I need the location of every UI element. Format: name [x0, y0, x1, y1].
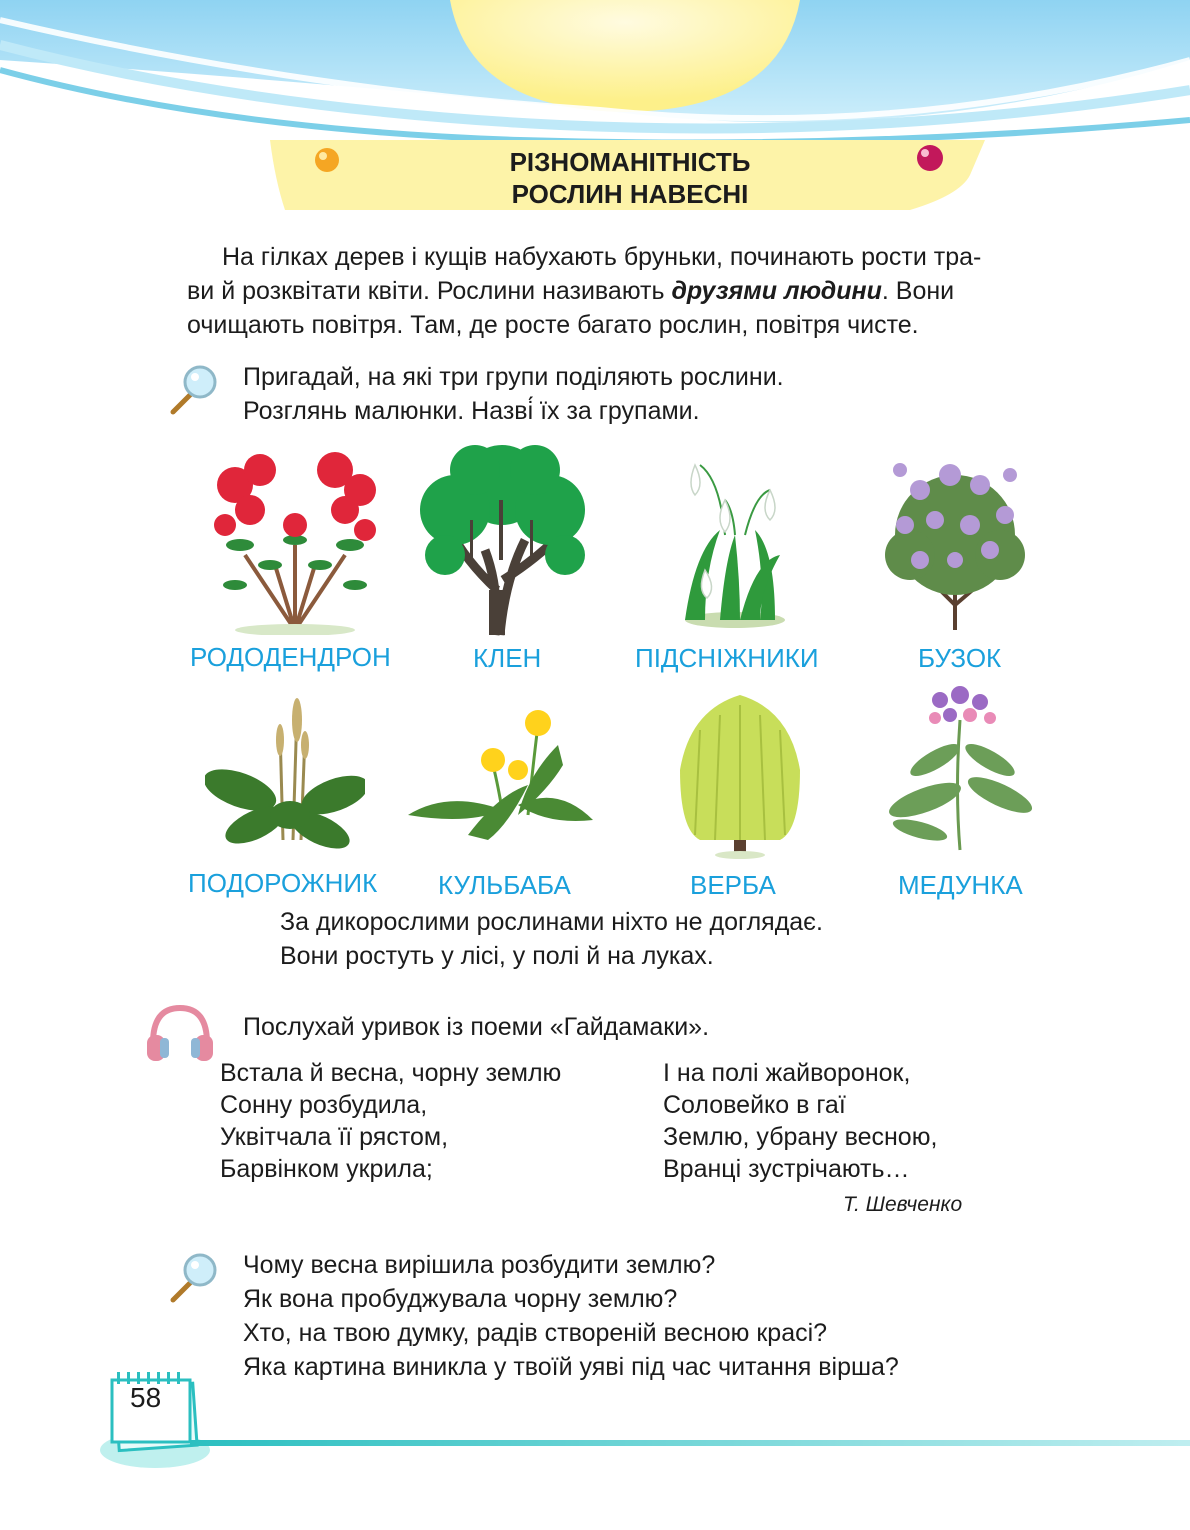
questions-list	[243, 1248, 899, 1384]
wild-note-line-1: За дикорослими рослинами ніхто не доглядає.	[280, 908, 823, 936]
task-line-2: Розглянь малюнки. Назві́ їх за групами.	[243, 397, 700, 425]
dandelion-icon	[408, 705, 593, 845]
poem-stanza-left	[220, 1057, 561, 1185]
plant-label-lilac: БУЗОК	[918, 643, 1002, 673]
plant-label-rhododendron: РОДОДЕНДРОН	[190, 642, 391, 672]
bottom-rule	[190, 1440, 1190, 1446]
poem-line: Землю, убрану весною,	[663, 1123, 938, 1151]
intro-line-3: очищають повітря. Там, де росте багато рослин, повітря чисте.	[187, 311, 919, 339]
question-item: Яка картина виникла у твоїй уяві під час читання вірша?	[243, 1353, 899, 1381]
headphones-icon	[143, 1003, 218, 1065]
question-item: Як вона пробуджувала чорну землю?	[243, 1285, 678, 1313]
plant-label-lungwort: МЕДУНКА	[898, 870, 1023, 900]
magnifier-icon	[165, 362, 220, 417]
poem-line: Встала й весна, чорну землю	[220, 1059, 562, 1087]
page-number-badge	[95, 1360, 215, 1470]
plant-label-snowdrops: ПІДСНІЖНИКИ	[635, 643, 819, 673]
poem-line: Уквітчала її рястом,	[220, 1123, 449, 1151]
lungwort-icon	[885, 680, 1035, 855]
intro-emphasis: друзями людини	[671, 277, 882, 305]
poem-author: Т. Шевченко	[843, 1193, 963, 1216]
poem-line: Вранці зустрічають…	[663, 1155, 910, 1183]
intro-line-2: ви й розквітати квіти. Рослини називають	[187, 277, 672, 305]
task-line-1: Пригадай, на які три групи поділяють рослини.	[243, 363, 784, 391]
intro-paragraph	[187, 240, 1067, 342]
poem-stanza-right	[663, 1057, 937, 1185]
task-remember	[243, 360, 784, 428]
poem-line: Барвінком укрила;	[220, 1155, 433, 1183]
lilac-bush-icon	[880, 445, 1030, 635]
wild-plants-note	[280, 905, 823, 973]
snowdrops-icon	[665, 440, 805, 630]
plant-label-maple: КЛЕН	[473, 643, 542, 673]
title-line-2: РОСЛИН НАВЕСНІ	[511, 179, 749, 209]
sky-header-decoration	[0, 0, 1190, 150]
plant-label-plantain: ПОДОРОЖНИК	[188, 868, 378, 898]
plantain-icon	[205, 690, 365, 860]
poem-line: І на полі жайворонок,	[663, 1059, 911, 1087]
question-item: Хто, на твою думку, радів створеній весною красі?	[243, 1319, 828, 1347]
poem-line: Сонну розбудила,	[220, 1091, 428, 1119]
question-item: Чому весна вирішила розбудити землю?	[243, 1251, 716, 1279]
rhododendron-bush-icon	[205, 445, 385, 635]
magnifier-icon	[165, 1250, 220, 1305]
plant-label-willow: ВЕРБА	[690, 870, 776, 900]
intro-line-1: На гілках дерев і кущів набухають бруньки, починають рости тра-	[222, 243, 982, 271]
maple-tree-icon	[415, 440, 590, 640]
title-line-1: РІЗНОМАНІТНІСТЬ	[509, 147, 751, 177]
poem-line: Соловейко в гаї	[663, 1091, 846, 1119]
willow-tree-icon	[670, 690, 810, 860]
plant-label-dandelion: КУЛЬБАБА	[438, 870, 571, 900]
orange-bead-icon	[315, 148, 339, 172]
intro-line-2-end: . Вони	[881, 277, 955, 305]
red-bead-icon	[917, 145, 943, 171]
wild-note-line-2: Вони ростуть у лісі, у полі й на луках.	[280, 942, 714, 970]
page-number: 58	[130, 1382, 162, 1413]
page-title	[430, 146, 830, 210]
listen-instruction: Послухай уривок із поеми «Гайдамаки».	[243, 1013, 710, 1041]
